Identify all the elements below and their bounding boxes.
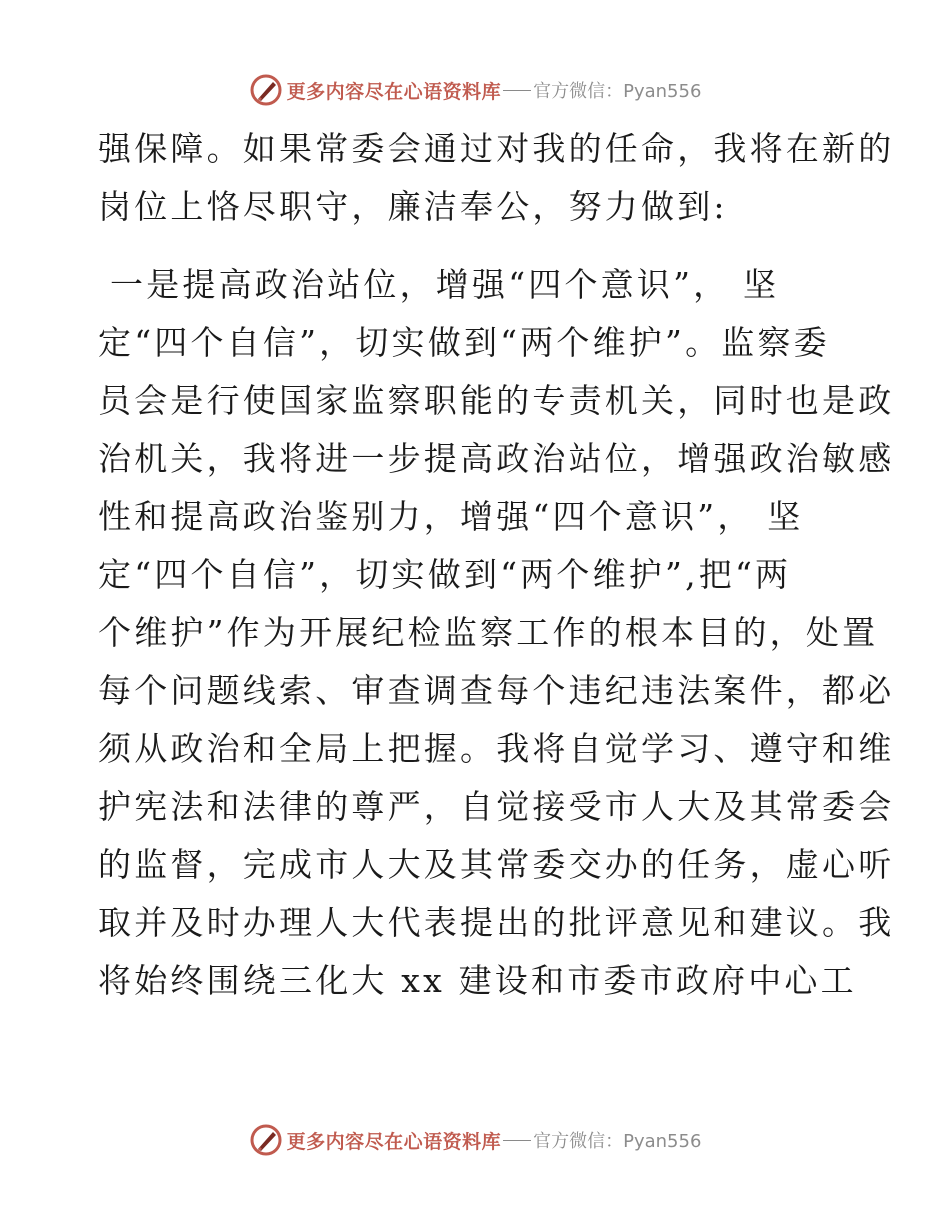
quill-pen-circle-icon	[249, 1123, 283, 1157]
text-line: 治机关，我将进一步提高政治站位，增强政治敏感	[98, 439, 895, 478]
banner-dash	[503, 1140, 531, 1141]
banner-title: 更多内容尽在心语资料库	[286, 1130, 502, 1153]
quill-pen-circle-icon	[249, 73, 283, 107]
banner-wechat: 官方微信：Pyan556	[533, 81, 702, 102]
text-line: 岗位上恪尽职守，廉洁奉公，努力做到:	[98, 187, 728, 226]
banner-dash	[503, 90, 531, 91]
text-line: 个维护”作为开展纪检监察工作的根本目的，处置	[98, 613, 879, 652]
header-watermark-banner	[0, 70, 950, 110]
text-line: 一是提高政治站位，增强“四个意识”， 坚	[110, 265, 780, 304]
text-line: 定“四个自信”，切实做到“两个维护”。监察委	[98, 323, 830, 362]
banner-title: 更多内容尽在心语资料库	[286, 80, 502, 103]
text-line: 员会是行使国家监察职能的专责机关，同时也是政	[98, 381, 895, 420]
text-line: 取并及时办理人大代表提出的批评意见和建议。我	[98, 903, 895, 942]
banner-wechat: 官方微信：Pyan556	[533, 1131, 702, 1152]
text-line: 的监督，完成市人大及其常委交办的任务，虚心听	[98, 845, 895, 884]
document-body	[98, 120, 895, 1010]
text-line: 定“四个自信”，切实做到“两个维护”,把“两	[98, 555, 792, 594]
text-line: 每个问题线索、审查调查每个违纪违法案件，都必	[98, 671, 895, 710]
text-line: 须从政治和全局上把握。我将自觉学习、遵守和维	[98, 729, 895, 768]
text-line: 将始终围绕三化大 xx 建设和市委市政府中心工	[98, 961, 857, 1000]
text-line: 强保障。如果常委会通过对我的任命，我将在新的	[98, 129, 895, 168]
footer-watermark-banner	[0, 1120, 950, 1160]
text-line: 护宪法和法律的尊严，自觉接受市人大及其常委会	[98, 787, 895, 826]
text-line: 性和提高政治鉴别力，增强“四个意识”， 坚	[98, 497, 804, 536]
paragraph-gap	[98, 236, 858, 256]
